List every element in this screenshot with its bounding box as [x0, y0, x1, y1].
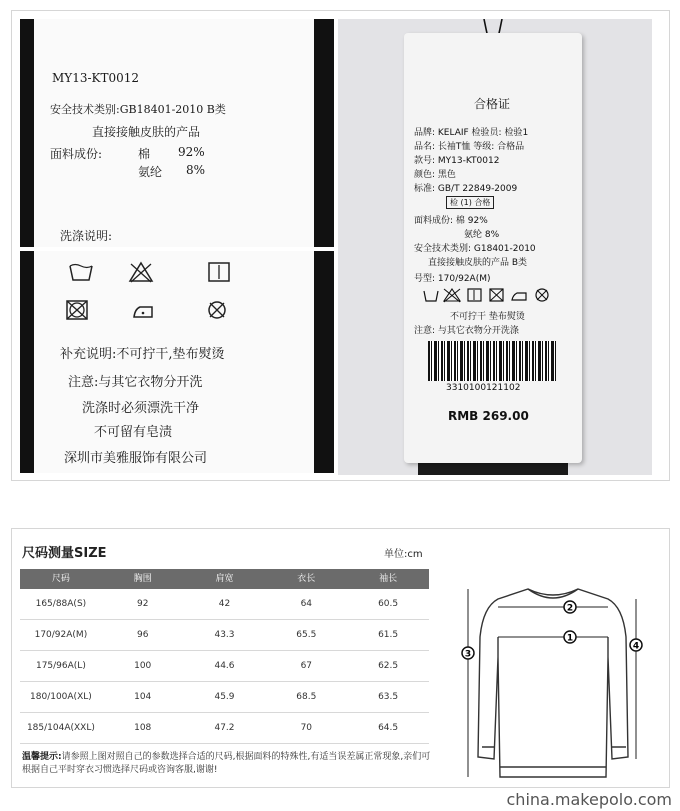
table-cell: 185/104A(XXL) — [26, 723, 95, 733]
hang-tag-photo — [338, 19, 652, 475]
tag-price: RMB 269.00 — [448, 409, 529, 423]
table-cell: 170/92A(M) — [34, 630, 88, 640]
iron-icon — [130, 299, 156, 321]
tip-text: 请参照上图对照自己的参数选择合适的尺码,根据面料的特殊性,有适当误差属正常现象,亲们可根据自己平时穿衣习惯选择尺码或咨询客服,谢谢! — [22, 752, 431, 775]
barcode-number: 3310100121102 — [446, 383, 521, 393]
no-tumble-dry-icon — [64, 299, 90, 321]
table-cell: 165/88A(S) — [35, 599, 87, 609]
table-cell: 68.5 — [296, 692, 317, 702]
barcode — [428, 341, 556, 381]
measure-lines — [468, 589, 636, 777]
svg-text:3: 3 — [464, 649, 472, 660]
washing-label: 洗涤说明: — [60, 229, 113, 243]
no-dry-clean-icon — [204, 299, 230, 321]
tag-title: 合格证 — [474, 97, 511, 111]
tag-fabric-2: 氨纶 8% — [464, 230, 500, 240]
table-cell: 45.9 — [214, 692, 235, 702]
line-dry-icon — [206, 261, 232, 283]
caution-note-3: 不可留有皂渍 — [94, 425, 173, 440]
table-cell: 61.5 — [378, 630, 399, 640]
table-row — [20, 651, 429, 682]
product-photo-panel — [11, 10, 670, 481]
tag-inspection-box: 检 (1) 合格 — [446, 196, 494, 209]
svg-text:2: 2 — [566, 603, 574, 614]
size-table-header — [20, 569, 429, 589]
tag-caution: 注意: 与其它衣物分开洗涤 — [414, 326, 519, 336]
caution-note-2: 洗涤时必须漂洗干净 — [82, 401, 200, 416]
header-chest: 胸围 — [133, 574, 152, 584]
table-cell: 44.6 — [214, 661, 235, 671]
size-chart-unit: 单位:cm — [384, 549, 423, 560]
tag-fabric-1: 面料成份: 棉 92% — [414, 216, 488, 226]
table-cell: 64 — [300, 599, 313, 609]
table-cell: 92 — [136, 599, 149, 609]
care-label-paper — [34, 251, 314, 473]
caution-note-1: 注意:与其它衣物分开洗 — [68, 375, 203, 390]
supplement-note: 补充说明:不可拧干,垫布熨烫 — [60, 347, 225, 362]
tag-skin-contact: 直接接触皮肤的产品 B类 — [428, 258, 528, 268]
company-name: 深圳市美雅服饰有限公司 — [64, 451, 208, 466]
tag-brand: 品牌: KELAIF 检验员: 检验1 — [414, 128, 529, 138]
table-cell: 60.5 — [378, 599, 399, 609]
no-bleach-icon — [128, 261, 154, 283]
marker-1 — [564, 631, 576, 644]
table-cell: 108 — [134, 723, 152, 733]
table-cell: 65.5 — [296, 630, 317, 640]
tag-product: 品名: 长袖T恤 等级: 合格品 — [414, 142, 525, 152]
table-cell: 43.3 — [214, 630, 235, 640]
fabric-2-pct: 8% — [186, 163, 206, 177]
marker-3 — [462, 647, 474, 660]
table-cell: 62.5 — [378, 661, 399, 671]
care-label-photo-top — [20, 19, 334, 247]
tag-care-note: 不可拧干 垫布熨烫 — [450, 312, 525, 322]
hang-tag — [404, 33, 582, 463]
tag-color: 颜色: 黑色 — [414, 170, 456, 180]
table-cell: 175/96A(L) — [35, 661, 86, 671]
table-row — [20, 589, 429, 620]
table-cell: 42 — [218, 599, 231, 609]
table-cell: 67 — [300, 661, 313, 671]
header-length: 衣长 — [297, 574, 316, 584]
size-tip — [22, 751, 432, 777]
header-sleeve: 袖长 — [379, 574, 398, 584]
table-cell: 180/100A(XL) — [30, 692, 92, 702]
table-cell: 70 — [300, 723, 313, 733]
fabric-2-name: 氨纶 — [138, 165, 163, 179]
table-cell: 64.5 — [378, 723, 399, 733]
tag-style-no: 款号: MY13-KT0012 — [414, 156, 500, 166]
fabric-label: 面料成份: — [50, 147, 103, 161]
table-row — [20, 713, 429, 744]
size-chart-title: 尺码测量SIZE — [22, 546, 107, 561]
tag-size: 号型: 170/92A(M) — [414, 274, 491, 284]
svg-text:1: 1 — [566, 633, 574, 644]
skin-contact-text: 直接接触皮肤的产品 — [92, 125, 201, 139]
size-table — [20, 569, 429, 744]
table-cell: 63.5 — [378, 692, 399, 702]
tag-care-icons — [422, 287, 562, 303]
table-cell: 47.2 — [214, 723, 235, 733]
fabric-1-pct: 92% — [178, 145, 205, 159]
table-cell: 104 — [134, 692, 152, 702]
table-row — [20, 620, 429, 651]
tag-standard: 标准: GB/T 22849-2009 — [414, 184, 518, 194]
tip-label: 温馨提示: — [22, 752, 62, 762]
marker-2 — [564, 601, 576, 614]
style-code: MY13-KT0012 — [52, 71, 140, 85]
header-size: 尺码 — [51, 574, 70, 584]
header-shoulder: 肩宽 — [215, 574, 234, 584]
care-label-photo-bottom — [20, 251, 334, 473]
size-chart-panel — [11, 528, 670, 788]
marker-4 — [630, 639, 642, 652]
table-row — [20, 682, 429, 713]
fabric-1-name: 棉 — [138, 147, 151, 161]
shirt-outline — [478, 589, 628, 777]
watermark: china.makepolo.com — [506, 790, 672, 809]
table-cell: 96 — [136, 630, 149, 640]
table-cell: 100 — [134, 661, 152, 671]
wash-tub-icon — [68, 261, 94, 283]
tag-safety: 安全技术类别: G18401-2010 — [414, 244, 536, 254]
shirt-measure-diagram — [458, 577, 648, 787]
safety-category: 安全技术类别:GB18401-2010 B类 — [50, 103, 226, 116]
svg-text:4: 4 — [632, 641, 640, 652]
